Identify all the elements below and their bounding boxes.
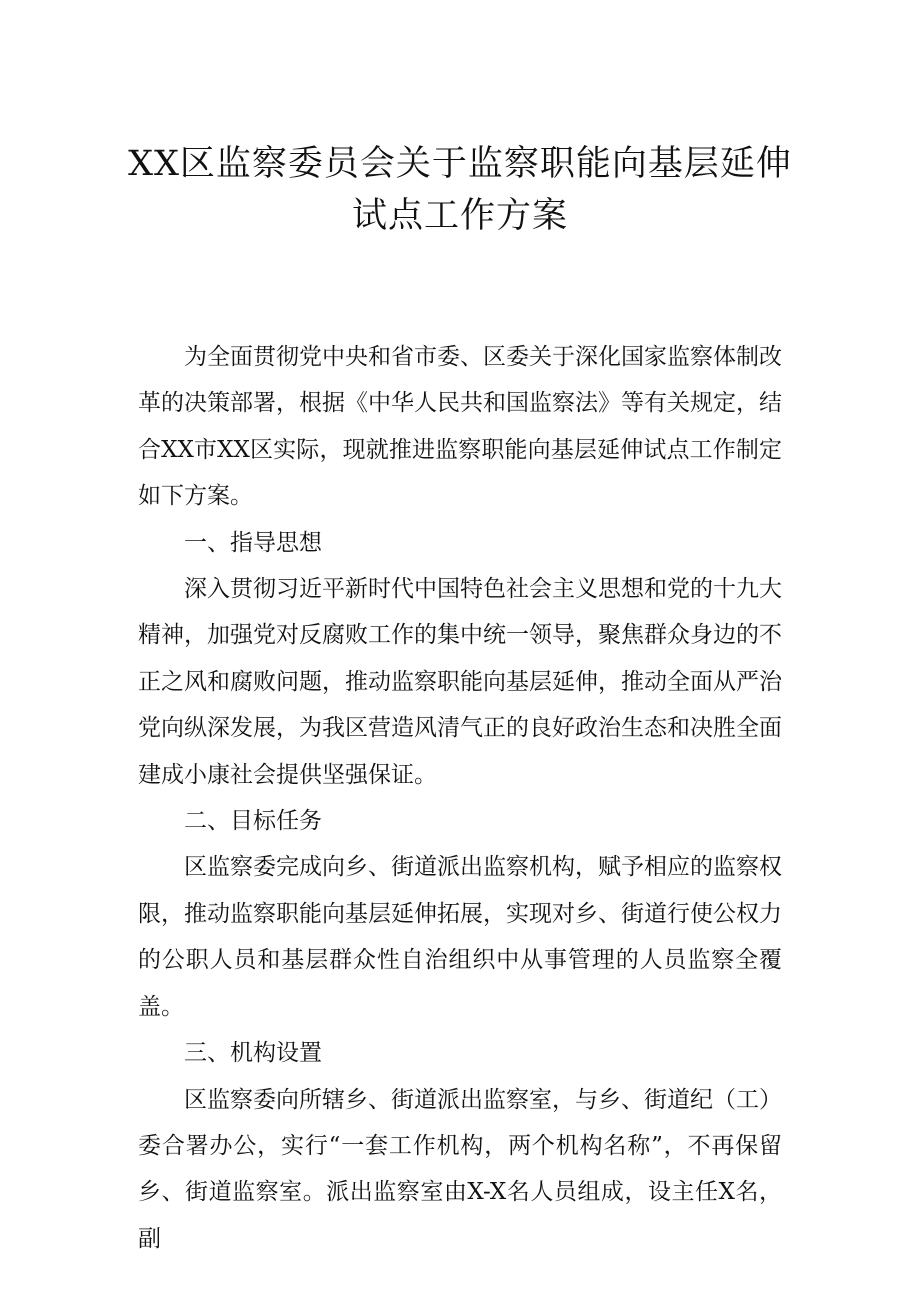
title-line-1: XX区监察委员会关于监察职能向基层延伸 <box>128 144 792 184</box>
section-heading-objectives: 二、目标任务 <box>184 808 322 835</box>
section-body-guiding-ideology: 深入贯彻习近平新时代中国特色社会主义思想和党的十九大精神，加强党对反腐败工作的集中统一领导，聚焦群众身边的不正之风和腐败问题，推动监察职能向基层延伸，推动全面从严治党向纵深发展，为我区营造风清气正的良好政治生态和决胜全面建成小康社会提供坚强保证。 <box>138 576 782 788</box>
document-title <box>110 138 810 242</box>
title-line-2: 试点工作方案 <box>351 196 568 236</box>
intro-paragraph: 为全面贯彻党中央和省市委、区委关于深化国家监察体制改革的决策部署，根据《中华人民共和国监察法》等有关规定，结合XX市XX区实际，现就推进监察职能向基层延伸试点工作制定如下方案。 <box>138 344 782 510</box>
section-body-organization: 区监察委向所辖乡、街道派出监察室，与乡、街道纪（工）委合署办公，实行“一套工作机构，两个机构名称”，不再保留乡、街道监察室。派出监察室由X-X名人员组成，设主任X名，副 <box>138 1086 782 1252</box>
section-heading-guiding-ideology: 一、指导思想 <box>184 529 322 556</box>
document-body <box>138 334 782 1262</box>
section-heading-organization: 三、机构设置 <box>184 1040 322 1067</box>
section-body-objectives: 区监察委完成向乡、街道派出监察机构，赋予相应的监察权限，推动监察职能向基层延伸拓展，实现对乡、街道行使公权力的公职人员和基层群众性自治组织中从事管理的人员监察全覆盖。 <box>138 854 782 1020</box>
